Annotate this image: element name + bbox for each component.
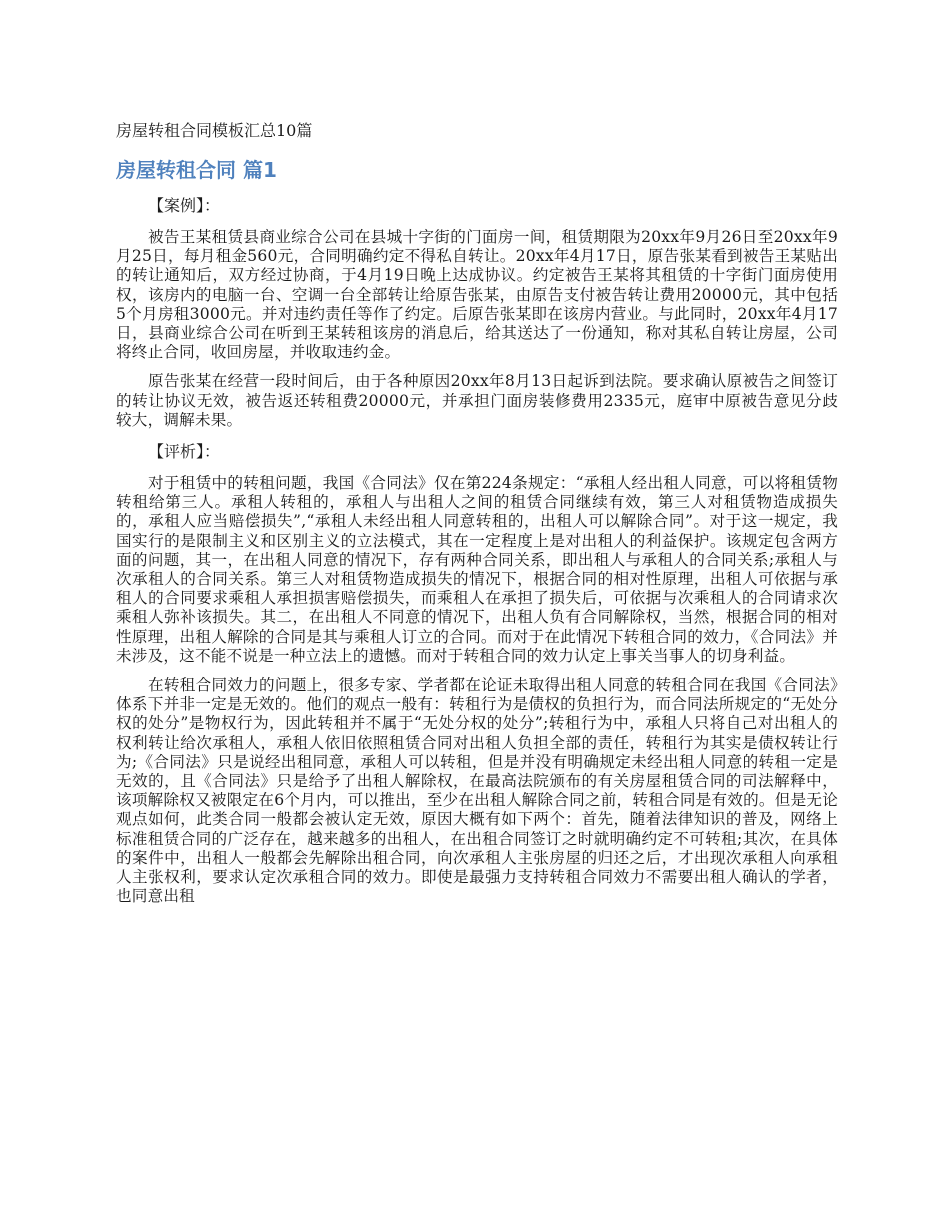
document-page bbox=[116, 120, 838, 917]
analysis-label: 【评析】： bbox=[148, 442, 221, 462]
case-paragraph: 被告王某租赁县商业综合公司在县城十字街的门面房一间，租赁期限为20xx年9月26日至20xx年9月25日，每月租金560元，合同明确约定不得私自转让。20xx年4月17日，原告张某看到被告王某贴出的转让通知后，双方经过协商，于4月19日晚上达成协议。约定被告王某将其租赁的十字街门面房使用权，该房内的电脑一台、空调一台全部转让给原告张某，由原告支付被告转让费用20000元，其中包括5个月房租3000元。并对违约责任等作了约定。后原告张某即在该房内营业。与此同时，20xx年4月17日，县商业综合公司在听到王某转租该房的消息后，给其送达了一份通知，称对其私自转让房屋，公司将终止合同，收回房屋，并收取违约金。 bbox=[116, 228, 838, 362]
case-paragraph: 原告张某在经营一段时间后，由于各种原因20xx年8月13日起诉到法院。要求确认原被告之间签订的转让协议无效，被告返还转租费20000元，并承担门面房装修费用2335元，庭审中原被告意见分歧较大，调解未果。 bbox=[116, 372, 838, 429]
analysis-paragraph: 在转租合同效力的问题上，很多专家、学者都在论证未取得出租人同意的转租合同在我国《合同法》体系下并非一定是无效的。他们的观点一般有：转租行为是债权的负担行为，而合同法所规定的“无处分权的处分”是物权行为，因此转租并不属于“无处分权的处分”;转租行为中，承租人只将自己对出租人的权利转让给次承租人，承租人依旧依照租赁合同对出租人负担全部的责任，转租行为其实是债权转让行为;《合同法》只是说经出租同意，承租人可以转租，但是并没有明确规定未经出租人同意的转租一定是无效的，且《合同法》只是给予了出租人解除权，在最高法院颁布的有关房屋租赁合同的司法解释中，该项解除权又被限定在6个月内，可以推出，至少在出租人解除合同之前，转租合同是有效的。但是无论观点如何，此类合同一般都会被认定无效，原因大概有如下两个：首先，随着法律知识的普及，网络上标准租赁合同的广泛存在，越来越多的出租人，在出租合同签订之时就明确约定不可转租;其次，在具体的案件中，出租人一般都会先解除出租合同，向次承租人主张房屋的归还之后，才出现次承租人向承租人主张权利，要求认定次承租合同的效力。即使是最强力支持转租合同效力不需要出租人确认的学者，也同意出租 bbox=[116, 676, 838, 906]
analysis-paragraph: 对于租赁中的转租问题，我国《合同法》仅在第224条规定：“承租人经出租人同意，可以将租赁物转租给第三人。承租人转租的，承租人与出租人之间的租赁合同继续有效，第三人对租赁物造成损失的，承租人应当赔偿损失”,“承租人未经出租人同意转租的，出租人可以解除合同”。对于这一规定，我国实行的是限制主义和区别主义的立法模式，其在一定程度上是对出租人的利益保护。该规定包含两方面的问题，其一，在出租人同意的情况下，存有两种合同关系，即出租人与承租人的合同关系;承租人与次承租人的合同关系。第三人对租赁物造成损失的情况下，根据合同的相对性原理，出租人可依据与承租人的合同要求乘租人承担损害赔偿损失，而乘租人在承担了损失后，可依据与次乘租人的合同请求次乘租人弥补该损失。其二，在出租人不同意的情况下，出租人负有合同解除权，当然，根据合同的相对性原理，出租人解除的合同是其与乘租人订立的合同。而对于在此情况下转租合同的效力，《合同法》并未涉及，这不能不说是一种立法上的遗憾。而对于转租合同的效力认定上事关当事人的切身利益。 bbox=[116, 474, 838, 665]
case-label: 【案例】： bbox=[148, 196, 221, 215]
section-heading: 房屋转租合同 篇1 bbox=[116, 158, 277, 182]
document-title: 房屋转租合同模板汇总10篇 bbox=[116, 121, 313, 140]
